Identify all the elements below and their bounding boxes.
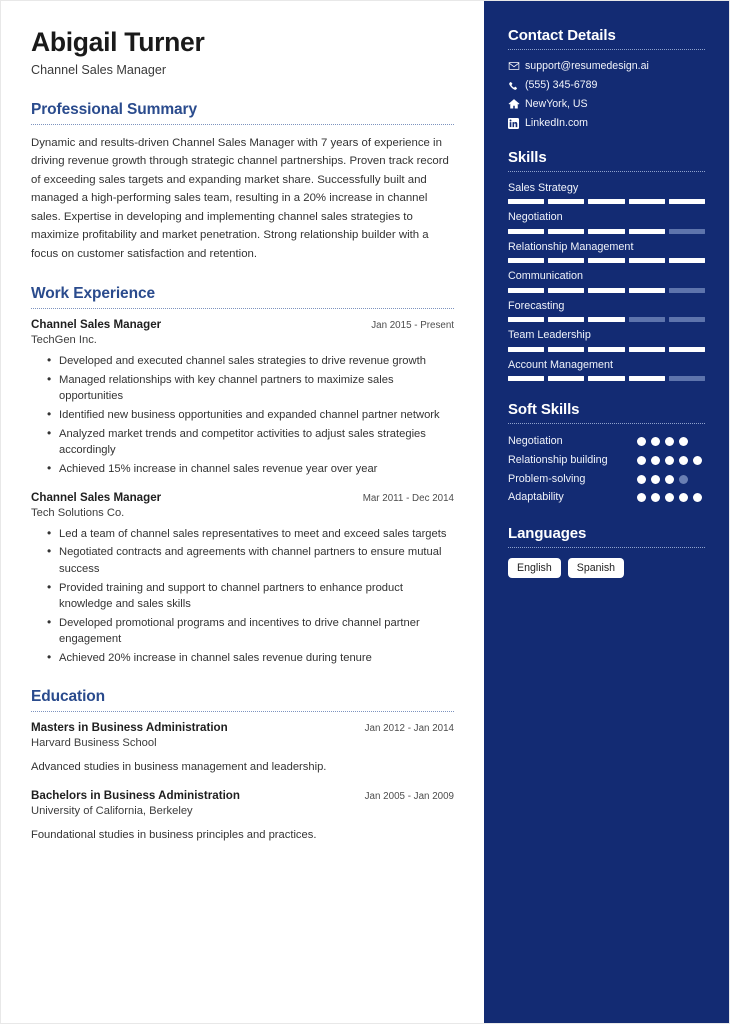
skill-level-segment — [588, 199, 624, 204]
education-entry-header — [31, 721, 454, 734]
experience-entry-header — [31, 318, 454, 331]
skill-name: Relationship Management — [508, 240, 634, 253]
education-entry — [31, 789, 454, 844]
experience-list — [31, 318, 454, 666]
section-contact-details — [508, 27, 705, 129]
soft-skill-dot — [679, 456, 688, 465]
soft-skills-list — [508, 434, 705, 504]
section-heading-languages: Languages — [508, 524, 587, 542]
skill-level-segment — [588, 288, 624, 293]
experience-dates: Jan 2015 - Present — [371, 320, 454, 332]
experience-bullet: • Achieved 15% increase in channel sales revenue year over year — [49, 461, 454, 477]
skill-item — [508, 270, 705, 292]
skill-level-segment — [629, 288, 665, 293]
skill-level-segment — [588, 229, 624, 234]
education-entry-header — [31, 789, 454, 802]
skill-name: Account Management — [508, 358, 614, 371]
section-skills — [508, 149, 705, 381]
skill-level-segment — [508, 347, 544, 352]
skill-level-segment — [548, 229, 584, 234]
section-professional-summary — [31, 101, 454, 263]
skill-level-segment — [669, 376, 705, 381]
divider-experience — [31, 308, 454, 309]
education-entry — [31, 721, 454, 776]
experience-dates: Mar 2011 - Dec 2014 — [362, 492, 454, 504]
soft-skill-item — [508, 490, 705, 505]
section-heading-education: Education — [31, 688, 106, 706]
home-icon — [508, 98, 525, 110]
experience-role: Channel Sales Manager — [31, 318, 162, 332]
skill-item — [508, 182, 705, 204]
experience-bullet: • Analyzed market trends and competitor activities to adjust sales strategies accordingly — [49, 426, 454, 459]
soft-skill-dot — [651, 493, 660, 502]
section-heading-summary: Professional Summary — [31, 100, 197, 118]
divider-summary — [31, 124, 454, 125]
skill-level-segment — [669, 317, 705, 322]
divider-education — [31, 711, 454, 712]
education-description: Advanced studies in business management and leadership. — [31, 761, 327, 774]
soft-skill-name: Negotiation — [508, 435, 563, 448]
experience-bullet: • Developed and executed channel sales strategies to drive revenue growth — [49, 353, 454, 369]
skill-level-segment — [669, 229, 705, 234]
skill-level-bar — [508, 347, 705, 352]
experience-bullet: • Negotiated contracts and agreements with channel partners to ensure mutual success — [49, 544, 454, 577]
skill-level-segment — [588, 376, 624, 381]
skill-level-segment — [508, 317, 544, 322]
section-heading-contact: Contact Details — [508, 27, 616, 44]
experience-entry — [31, 318, 454, 477]
soft-skill-dot — [679, 437, 688, 446]
skill-level-segment — [629, 229, 665, 234]
skill-name: Sales Strategy — [508, 182, 579, 194]
soft-skill-dot — [637, 493, 646, 502]
experience-company: TechGen Inc. — [31, 334, 97, 347]
linkedin-icon — [508, 118, 525, 129]
sidebar — [484, 1, 729, 1023]
skill-level-segment — [629, 376, 665, 381]
skill-item — [508, 241, 705, 263]
skill-level-segment — [629, 347, 665, 352]
contact-list — [508, 60, 705, 129]
contact-value: NewYork, US — [525, 98, 588, 110]
skill-item — [508, 300, 705, 322]
skill-level-segment — [548, 258, 584, 263]
skill-level-bar — [508, 376, 705, 381]
soft-skill-dot — [637, 456, 646, 465]
soft-skill-rating — [637, 490, 705, 502]
skill-level-bar — [508, 317, 705, 322]
section-languages — [508, 525, 705, 579]
education-dates: Jan 2012 - Jan 2014 — [364, 723, 454, 735]
skill-item — [508, 211, 705, 233]
skill-level-segment — [629, 199, 665, 204]
experience-bullet: • Developed promotional programs and incentives to drive channel partner engagement — [49, 615, 454, 648]
soft-skill-rating — [637, 472, 705, 484]
header-block — [31, 27, 454, 79]
soft-skill-name: Adaptability — [508, 491, 564, 504]
divider-skills — [508, 171, 705, 172]
contact-value: LinkedIn.com — [525, 117, 589, 129]
experience-bullet-list — [31, 353, 454, 477]
soft-skill-dot — [637, 475, 646, 484]
section-heading-soft-skills: Soft Skills — [508, 401, 580, 419]
skill-name: Negotiation — [508, 211, 563, 224]
experience-bullet: • Achieved 20% increase in channel sales revenue during tenure — [49, 650, 454, 666]
section-heading-skills: Skills — [508, 149, 547, 166]
section-work-experience — [31, 285, 454, 666]
skill-level-segment — [508, 229, 544, 234]
soft-skill-name: Relationship building — [508, 453, 608, 466]
skill-level-segment — [588, 258, 624, 263]
contact-item[interactable] — [508, 60, 705, 72]
skill-level-bar — [508, 199, 705, 204]
skill-level-segment — [669, 288, 705, 293]
soft-skill-item — [508, 472, 705, 487]
experience-bullet: • Managed relationships with key channel partners to maximize sales opportunities — [49, 372, 454, 405]
section-soft-skills — [508, 401, 705, 504]
soft-skill-dot — [637, 437, 646, 446]
divider-contact — [508, 49, 705, 50]
divider-languages — [508, 547, 705, 548]
section-education — [31, 688, 454, 844]
skill-level-segment — [508, 288, 544, 293]
experience-bullet: • Identified new business opportunities and expanded channel partner network — [49, 407, 454, 423]
envelope-icon — [508, 60, 525, 72]
contact-item[interactable] — [508, 79, 705, 91]
skill-level-bar — [508, 229, 705, 234]
contact-item[interactable] — [508, 98, 705, 110]
soft-skill-dot — [679, 493, 688, 502]
skill-level-segment — [508, 258, 544, 263]
skill-level-segment — [629, 317, 665, 322]
soft-skill-item — [508, 434, 705, 449]
skill-level-bar — [508, 288, 705, 293]
skill-item — [508, 329, 705, 351]
soft-skill-item — [508, 453, 705, 468]
education-school: Harvard Business School — [31, 737, 157, 750]
soft-skill-dot — [693, 456, 702, 465]
experience-company: Tech Solutions Co. — [31, 506, 125, 519]
soft-skill-dot — [665, 493, 674, 502]
skill-level-segment — [548, 317, 584, 322]
education-degree: Masters in Business Administration — [31, 721, 228, 735]
language-chip: English — [508, 558, 561, 579]
skill-level-segment — [669, 258, 705, 263]
skill-level-segment — [548, 347, 584, 352]
contact-value: (555) 345-6789 — [525, 79, 598, 91]
education-school: University of California, Berkeley — [31, 805, 193, 818]
candidate-name: Abigail Turner — [31, 27, 205, 57]
skill-level-segment — [588, 347, 624, 352]
skill-name: Team Leadership — [508, 329, 591, 342]
experience-bullet-list — [31, 526, 454, 667]
skill-level-segment — [629, 258, 665, 263]
section-heading-experience: Work Experience — [31, 285, 155, 303]
skill-level-segment — [588, 317, 624, 322]
experience-bullet: • Led a team of channel sales representatives to meet and exceed sales targets — [49, 526, 454, 542]
skill-level-segment — [669, 347, 705, 352]
education-dates: Jan 2005 - Jan 2009 — [364, 791, 454, 803]
education-description: Foundational studies in business principles and practices. — [31, 829, 317, 842]
soft-skill-dot — [651, 456, 660, 465]
soft-skill-dot — [651, 437, 660, 446]
skill-item — [508, 359, 705, 381]
skill-level-segment — [548, 199, 584, 204]
soft-skill-dot — [665, 437, 674, 446]
skill-level-segment — [508, 199, 544, 204]
main-column — [1, 1, 484, 1023]
skill-level-segment — [548, 376, 584, 381]
experience-entry-header — [31, 491, 454, 504]
skill-level-segment — [508, 376, 544, 381]
soft-skill-dot — [679, 475, 688, 484]
skill-level-segment — [669, 199, 705, 204]
soft-skill-name: Problem-solving — [508, 472, 586, 485]
soft-skill-dot — [693, 493, 702, 502]
experience-role: Channel Sales Manager — [31, 490, 162, 504]
education-list — [31, 721, 454, 844]
education-degree: Bachelors in Business Administration — [31, 789, 240, 803]
divider-soft-skills — [508, 423, 705, 424]
skill-level-bar — [508, 258, 705, 263]
skills-list — [508, 182, 705, 381]
languages-list — [508, 558, 705, 579]
soft-skill-dot — [651, 475, 660, 484]
phone-icon — [508, 80, 525, 91]
skill-name: Communication — [508, 270, 584, 283]
experience-entry — [31, 491, 454, 667]
soft-skill-dot — [665, 475, 674, 484]
candidate-job-title: Channel Sales Manager — [31, 63, 167, 78]
experience-bullet: • Provided training and support to channel partners to enhance product knowledge and sales skills — [49, 580, 454, 613]
contact-value: support@resumedesign.ai — [525, 60, 649, 72]
summary-text: Dynamic and results-driven Channel Sales Manager with 7 years of experience in driving revenue growth through strategic channel partnerships. Proven track record of exceeding sales targets and expanding market share. Successfully built and managed a high-performing sales team, resulting in a 20% increase in channel sales. Expertise in developing and implementing channel sales strategies to maximize profitability and market penetration. Strong relationship builder with a focus on customer satisfaction and retention. — [31, 136, 449, 260]
language-chip: Spanish — [568, 558, 624, 579]
soft-skill-rating — [637, 434, 705, 446]
skill-level-segment — [548, 288, 584, 293]
soft-skill-dot — [665, 456, 674, 465]
skill-name: Forecasting — [508, 299, 565, 312]
contact-item[interactable] — [508, 117, 705, 129]
soft-skill-rating — [637, 453, 705, 465]
